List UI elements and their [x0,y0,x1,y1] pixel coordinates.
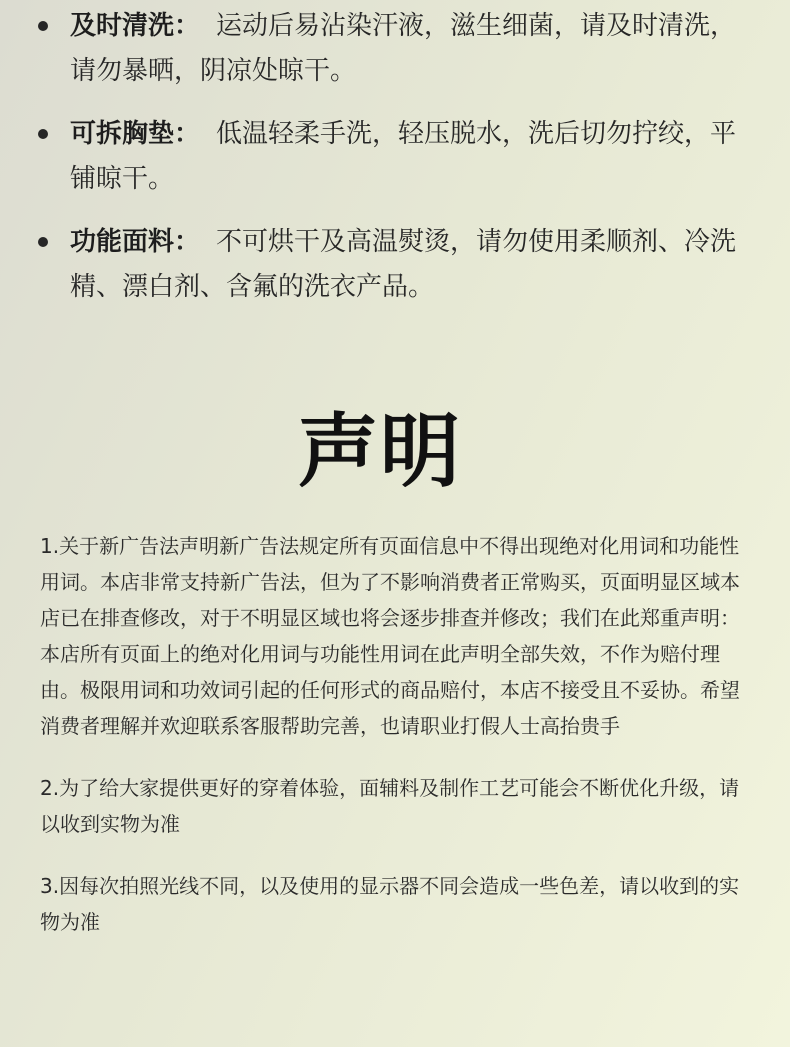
statement-paragraph-3: 3.因每次拍照光线不同，以及使用的显示器不同会造成一些色差，请以收到的实物为准 [40,874,740,934]
statement-paragraph-2: 2.为了给大家提供更好的穿着体验，面辅料及制作工艺可能会不断优化升级，请以收到实物为准 [40,776,740,836]
statement-paragraph-1: 1.关于新广告法声明新广告法规定所有页面信息中不得出现绝对化用词和功能性用词。本店非常支持新广告法，但为了不影响消费者正常购买，页面明显区域本店已在排查修改，对于不明显区域也将会逐步排查并修改；我们在此郑重声明：本店所有页面上的绝对化用词与功能性用词在此声明全部失效，不作为赔付理由。极限用词和功效词引起的任何形式的商品赔付，本店不接受且不妥协。希望消费者理解并欢迎联系客服帮助完善，也请职业打假人士高抬贵手 [40,534,740,738]
care-item-colon: ： [174,227,201,257]
care-instructions-list [38,4,758,328]
care-item-functional-fabric [38,220,758,310]
statement-title: 声明 [298,405,462,498]
care-item-wash-promptly [38,4,758,94]
care-item-colon: ： [174,119,201,149]
care-item-text: 运动后易沾染汗液，滋生细菌，请及时清洗，请勿暴晒，阴凉处晾干。 [70,11,737,86]
care-item-removable-pad [38,112,758,202]
care-item-label: 及时清洗 [70,11,175,41]
bullet-icon [38,237,48,247]
care-item-label: 功能面料 [70,227,175,257]
care-item-label: 可拆胸垫 [70,119,175,149]
care-item-text: 不可烘干及高温熨烫，请勿使用柔顺剂、冷洗精、漂白剂、含氟的洗衣产品。 [70,227,737,302]
care-item-text: 低温轻柔手洗，轻压脱水，洗后切勿拧绞，平铺晾干。 [70,119,737,194]
bullet-icon [38,129,48,139]
care-item-colon: ： [174,11,201,41]
statement-body [40,528,756,966]
bullet-icon [38,21,48,31]
